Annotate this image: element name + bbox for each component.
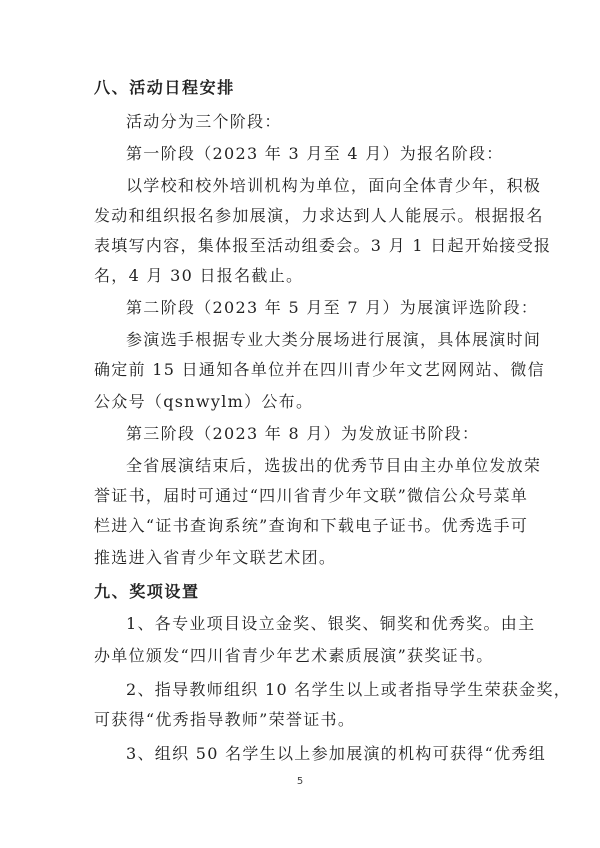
award-item-2-line: 2、指导教师组织 10 名学生以上或者指导学生荣获金奖， [126, 680, 572, 699]
award-item-1-line: 办单位颁发“四川省青少年艺术素质展演”获奖证书。 [94, 646, 494, 665]
stage-3-line: 全省展演结束后，选拔出的优秀节目由主办单位发放荣 [126, 456, 542, 475]
stage-2-title: 第二阶段（2023 年 5 月至 7 月）为展演评选阶段： [126, 298, 539, 317]
stage-3-line: 推选进入省青少年文联艺术团。 [94, 548, 337, 567]
stage-1-line: 以学校和校外培训机构为单位，面向全体青少年，积极 [126, 176, 542, 195]
stage-3-line: 誉证书，届时可通过“四川省青少年文联”微信公众号菜单 [94, 486, 529, 505]
stage-2-line: 确定前 15 日通知各单位并在四川青少年文艺网网站、微信 [94, 360, 545, 379]
section-9-heading: 九、奖项设置 [94, 582, 200, 601]
stage-3-line: 栏进入“证书查询系统”查询和下载电子证书。优秀选手可 [94, 516, 529, 535]
section-8-heading: 八、活动日程安排 [94, 78, 235, 97]
award-item-3-line: 3、组织 50 名学生以上参加展演的机构可获得“优秀组 [126, 744, 546, 763]
stage-1-title: 第一阶段（2023 年 3 月至 4 月）为报名阶段： [126, 144, 504, 163]
page-number: 5 [296, 776, 304, 787]
stage-2-line: 公众号（qsnwylm）公布。 [94, 392, 314, 411]
intro-paragraph: 活动分为三个阶段： [126, 112, 282, 131]
stage-2-line: 参演选手根据专业大类分展场进行展演，具体展演时间 [126, 330, 542, 349]
stage-1-line: 表填写内容，集体报至活动组委会。3 月 1 日起开始接受报 [94, 236, 552, 255]
award-item-2-line: 可获得“优秀指导教师”荣誉证书。 [94, 710, 356, 729]
stage-3-title: 第三阶段（2023 年 8 月）为发放证书阶段： [126, 424, 480, 443]
stage-1-line: 名，4 月 30 日报名截止。 [94, 266, 304, 285]
award-item-1-line: 1、各专业项目设立金奖、银奖、铜奖和优秀奖。由主 [126, 614, 536, 633]
stage-1-line: 发动和组织报名参加展演，力求达到人人能展示。根据报名 [94, 206, 544, 225]
